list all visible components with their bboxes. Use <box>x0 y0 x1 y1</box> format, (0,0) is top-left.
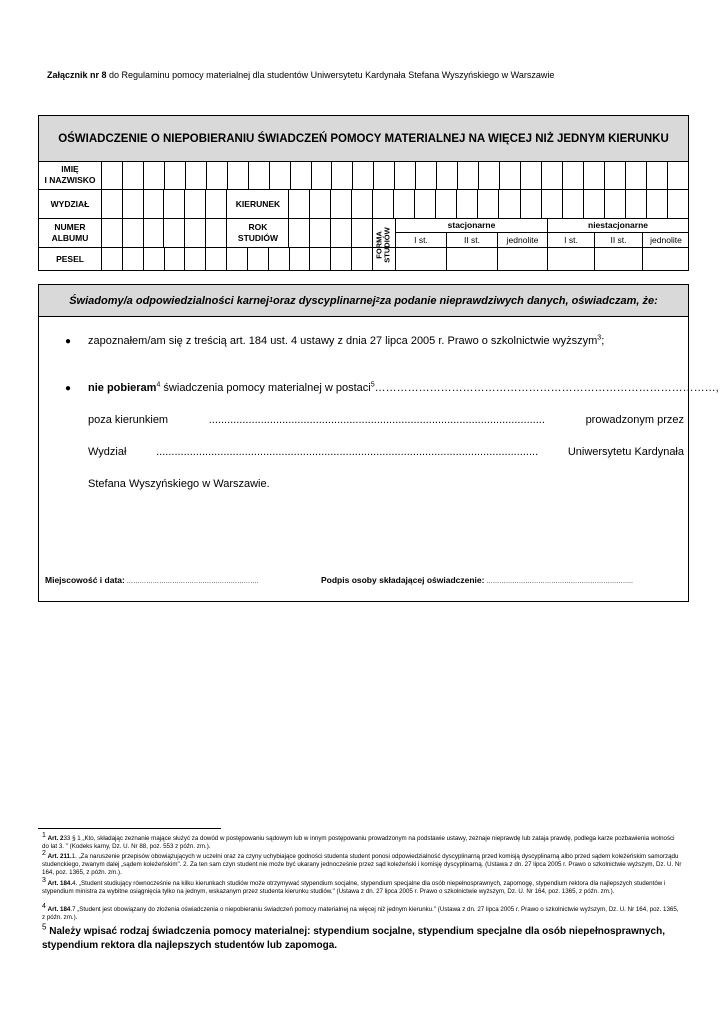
letter-box[interactable] <box>667 190 688 218</box>
letter-box[interactable] <box>499 161 520 189</box>
letter-box[interactable] <box>331 161 352 189</box>
benefit-type-field[interactable]: …………………………………………………………………………………, <box>374 382 719 394</box>
letter-box[interactable] <box>101 219 122 247</box>
letter-box[interactable] <box>206 161 227 189</box>
letter-box[interactable] <box>604 190 625 218</box>
letter-box[interactable] <box>288 190 309 218</box>
name-row <box>39 161 688 190</box>
letter-box[interactable] <box>205 219 226 247</box>
letter-box[interactable] <box>143 219 164 247</box>
letter-box[interactable] <box>520 161 541 189</box>
footnote-separator <box>38 828 221 829</box>
letter-box[interactable] <box>435 190 456 218</box>
bullet-not-receiving: nie pobieram$^4$ świadczenia pomocy materialnej w postaci$^5$ …………………………………………………………………………………, <box>88 381 719 394</box>
letter-box[interactable] <box>541 190 562 218</box>
parttime-uniform: jednolite <box>650 235 682 245</box>
letter-box[interactable] <box>456 190 477 218</box>
study-form-label: FORMA STUDIÓW <box>375 226 393 263</box>
letter-box[interactable] <box>604 161 625 189</box>
letter-box[interactable] <box>185 161 206 189</box>
footnote-5: $^5$ Należy wpisać rodzaj świadczenia pomocy materialnej: stypendium socjalne, stypendium specjalne dla osób niepełnosprawnych, stypendium rektora dla najlepszych studentów lub zapomoga. <box>42 922 665 951</box>
letter-box[interactable] <box>143 248 164 270</box>
field-line: poza kierunkiem .............................................................................................................. prowadzonym przez <box>88 414 684 426</box>
letter-box[interactable] <box>373 161 394 189</box>
degree-header-row <box>396 233 689 248</box>
letter-box[interactable] <box>247 248 268 270</box>
letter-box[interactable] <box>289 248 310 270</box>
letter-box[interactable] <box>330 219 351 247</box>
fulltime-header: stacjonarne <box>396 219 548 233</box>
year-input-cells[interactable] <box>288 219 372 247</box>
fulltime-first-degree: I st. <box>396 233 447 247</box>
letter-box[interactable] <box>583 161 604 189</box>
letter-box[interactable] <box>248 161 269 189</box>
fulltime-first-degree-box[interactable] <box>396 248 447 270</box>
faculty-row <box>39 190 688 219</box>
footnote-2: $^2$ Art. 211.1. „Za naruszenie przepisów obowiązujących w uczelni oraz za czyny uchybiające godności studenta student ponosi odpowiedzialność dyscyplinarną przed komisją dyscyplinarną albo przed sądem koleżeńskim samorządu studenckiego, zwanym dalej „sądem koleżeńskim". 2. Za ten sam czyn student nie może być ukarany jednocześnie przez sąd koleżeński i komisję dyscyplinarną. (Ustawa z dn. 27 lipca 2005 r. Prawo o szkolnictwie wyższym, Dz. U. Nr 164, poz. 1365, z późn. zm.). <box>42 849 682 876</box>
footnote-4: $^4$ Art. 184.7 „Student jest obowiązany do złożenia oświadczenia o niepobieraniu świadczeń pomocy materialnej na więcej niż jednym kierunku." (Ustawa z dn. 27 lipca 2005 r. Prawo o szkolnictwie wyższym, Dz. U. Nr 164, poz. 1365, z późn. zm.). <box>42 902 679 921</box>
parttime-second-degree: II st. <box>595 233 643 247</box>
letter-box[interactable] <box>122 161 143 189</box>
letter-box[interactable] <box>436 161 457 189</box>
letter-box[interactable] <box>101 190 122 218</box>
study-form-block <box>372 219 688 270</box>
letter-box[interactable] <box>205 248 226 270</box>
letter-box[interactable] <box>646 161 667 189</box>
letter-box[interactable] <box>625 161 646 189</box>
letter-box[interactable] <box>143 161 164 189</box>
letter-box[interactable] <box>351 219 372 247</box>
place-date-field: Miejscowość i data: ……………………………………………………. <box>45 575 259 585</box>
other-field-input[interactable]: .............................................................................................................. <box>208 414 545 426</box>
fulltime-second-degree-box[interactable] <box>447 248 498 270</box>
letter-box[interactable] <box>330 190 351 218</box>
letter-box[interactable] <box>498 190 519 218</box>
letter-box[interactable] <box>122 248 143 270</box>
name-input-cells[interactable] <box>101 161 688 189</box>
letter-box[interactable] <box>184 248 205 270</box>
letter-box[interactable] <box>309 190 330 218</box>
pesel-input-cells[interactable] <box>101 248 372 270</box>
parttime-uniform-box[interactable] <box>643 248 689 270</box>
document-header <box>47 70 554 80</box>
letter-box[interactable] <box>101 161 122 189</box>
bullet-acknowledgement: zapoznałem/am się z treścią art. 184 ust. 4 ustawy z dnia 27 lipca 2005 r. Prawo o szkolnictwie wyższym$^3$; <box>88 334 605 347</box>
name-label: IMIĘ I NAZWISKO <box>44 164 96 185</box>
letter-box[interactable] <box>163 190 184 218</box>
fulltime-uniform: jednolite <box>498 233 548 247</box>
signature-field: Podpis osoby składającej oświadczenie: ………………………………………………………….. <box>321 575 633 585</box>
attachment-number: Załącznik nr 8 <box>47 70 107 80</box>
signature-input[interactable]: ………………………………………………………….. <box>484 578 633 585</box>
personal-data-table <box>38 115 689 271</box>
fulltime-second-degree: II st. <box>447 233 498 247</box>
parttime-first-degree: I st. <box>548 233 595 247</box>
letter-box[interactable] <box>164 161 185 189</box>
place-date-input[interactable]: ……………………………………………………. <box>124 578 259 585</box>
header-rest: do Regulaminu pomocy materialnej dla studentów Uniwersytetu Kardynała Stefana Wyszyńskiego w Warszawie <box>106 70 555 80</box>
letter-box[interactable] <box>309 248 330 270</box>
letter-box[interactable] <box>667 161 688 189</box>
letter-box[interactable] <box>101 248 122 270</box>
year-label: ROK STUDIÓW <box>226 219 289 247</box>
letter-box[interactable] <box>309 219 330 247</box>
letter-box[interactable] <box>478 161 499 189</box>
letter-box[interactable] <box>184 219 205 247</box>
letter-box[interactable] <box>477 190 498 218</box>
field-label: KIERUNEK <box>226 190 289 218</box>
field-input-cells[interactable] <box>288 190 688 218</box>
letter-box[interactable] <box>184 190 205 218</box>
letter-box[interactable] <box>288 219 309 247</box>
letter-box[interactable] <box>143 190 164 218</box>
parttime-first-degree-box[interactable] <box>548 248 595 270</box>
pesel-label: PESEL <box>56 253 84 264</box>
other-faculty-input[interactable]: ............................................................................................................................. <box>156 446 539 458</box>
letter-box[interactable] <box>583 190 604 218</box>
footnote-3: $^3$ Art. 184.4. „Student studiujący równocześnie na kilku kierunkach studiów może otrzymywać stypendium socjalne, stypendium specjalne dla osób niepełnosprawnych, zapomogę, stypendium rektora dla najlepszych studentów i stypendium ministra za wybitne osiągnięcia tylko na jednym, wskazanym przez studenta kierunku studiów." (Ustawa z dn. 27 lipca 2005 r. Prawo o szkolnictwie wyższym, Dz. U. Nr 164, poz. 1365, z późn. zm.). <box>42 876 666 895</box>
album-input-cells[interactable] <box>101 219 226 247</box>
study-form-grid <box>395 219 688 270</box>
letter-box[interactable] <box>352 161 373 189</box>
degree-checkbox-row <box>396 248 689 270</box>
faculty-input-cells[interactable] <box>101 190 226 218</box>
letter-box[interactable] <box>227 161 248 189</box>
letter-box[interactable] <box>269 161 290 189</box>
bullet-icon: ● <box>65 336 72 347</box>
letter-box[interactable] <box>646 190 667 218</box>
letter-box[interactable] <box>164 248 185 270</box>
letter-box[interactable] <box>205 190 226 218</box>
form-title: OŚWIADCZENIE O NIEPOBIERANIU ŚWIADCZEŃ POMOCY MATERIALNEJ NA WIĘCEJ NIŻ JEDNYM KIERUNKU <box>39 116 688 162</box>
letter-box[interactable] <box>562 161 583 189</box>
letter-box[interactable] <box>290 161 311 189</box>
letter-box[interactable] <box>520 190 541 218</box>
letter-box[interactable] <box>122 190 143 218</box>
faculty-line: Wydział ............................................................................................................................. Uniwersytetu Kardynała <box>88 446 684 458</box>
letter-box[interactable] <box>394 161 415 189</box>
letter-box[interactable] <box>311 161 332 189</box>
letter-box[interactable] <box>541 161 562 189</box>
declaration-box <box>38 284 719 602</box>
letter-box[interactable] <box>457 161 478 189</box>
letter-box[interactable] <box>372 190 393 218</box>
letter-box[interactable] <box>268 248 289 270</box>
letter-box[interactable] <box>393 190 414 218</box>
letter-box[interactable] <box>351 190 372 218</box>
letter-box[interactable] <box>415 161 436 189</box>
declaration-heading: Świadomy/a odpowiedzialności karnej 1 oraz dyscyplinarnej 2 za podanie nieprawdziwych danych, oświadczam, że: <box>39 285 688 317</box>
letter-box[interactable] <box>562 190 583 218</box>
bullet-icon: ● <box>65 383 72 394</box>
faculty-label: WYDZIAŁ <box>50 198 90 209</box>
parttime-second-degree-box[interactable] <box>595 248 643 270</box>
fulltime-uniform-box[interactable] <box>498 248 548 270</box>
letter-box[interactable] <box>351 248 372 270</box>
letter-box[interactable] <box>122 219 143 247</box>
letter-box[interactable] <box>414 190 435 218</box>
album-label: NUMER ALBUMU <box>51 222 89 243</box>
letter-box[interactable] <box>625 190 646 218</box>
letter-box[interactable] <box>330 248 351 270</box>
letter-box[interactable] <box>226 248 247 270</box>
parttime-header: niestacjonarne <box>547 219 689 233</box>
university-line: Stefana Wyszyńskiego w Warszawie. <box>88 478 270 490</box>
footnote-1: $^1$ Art. 233 § 1 „Kto, składając zeznanie mające służyć za dowód w postępowaniu sądowym lub w innym postępowaniu prowadzonym na podstawie ustawy, zeznaje nieprawdę lub zataja prawdę, podlega karze pozbawienia wolności do lat 3. " (Kodeks karny, Dz. U. Nr 88, poz. 553 z późn. zm.). <box>42 831 675 850</box>
letter-box[interactable] <box>163 219 184 247</box>
